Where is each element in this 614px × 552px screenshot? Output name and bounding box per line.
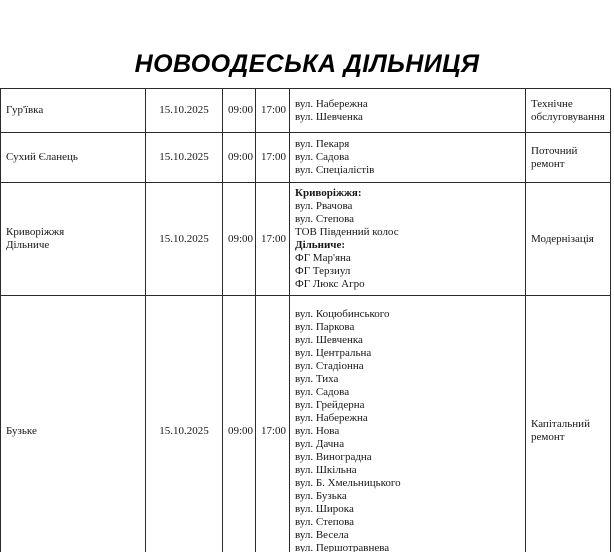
- settlement-line: Дільниче: [6, 239, 50, 251]
- address-line: вул. Коцюбинського: [295, 307, 390, 320]
- address-line: вул. Тиха: [295, 372, 339, 385]
- table-row: [1, 296, 611, 552]
- address-line: вул. Першотравнева: [295, 541, 390, 552]
- address-line: вул. Набережна: [295, 411, 368, 424]
- address-line: вул. Паркова: [295, 320, 355, 333]
- address-line: вул. Шевченка: [295, 110, 363, 123]
- settlement-line: Гур'ївка: [6, 104, 44, 116]
- address-group-heading: Криворіжжя:: [295, 187, 362, 199]
- address-line: ФГ Мар'яна: [295, 252, 351, 264]
- reason-line: обслуговування: [531, 110, 605, 123]
- address-line: вул. Садова: [295, 151, 350, 163]
- address-line: вул. Степова: [295, 213, 355, 225]
- cell-addresses: [290, 296, 526, 552]
- cell-settlement: [1, 89, 146, 133]
- outage-schedule-table: [0, 88, 611, 552]
- address-line: вул. Дачна: [295, 437, 345, 450]
- cell-date: 15.10.2025: [146, 89, 223, 133]
- address-line: вул. Виноградна: [295, 450, 372, 463]
- address-line: вул. Пекаря: [295, 138, 350, 150]
- address-line: вул. Широка: [295, 502, 354, 515]
- page-title: НОВООДЕСЬКА ДІЛЬНИЦЯ: [134, 50, 480, 78]
- cell-settlement: [1, 133, 146, 183]
- cell-date: 15.10.2025: [146, 183, 223, 296]
- cell-addresses: [290, 89, 526, 133]
- cell-settlement: [1, 183, 146, 296]
- cell-addresses: [290, 133, 526, 183]
- table-row: [1, 183, 611, 296]
- address-group-heading: Дільниче:: [295, 239, 346, 251]
- cell-time-from: 09:00: [223, 89, 256, 133]
- cell-date: 15.10.2025: [146, 296, 223, 552]
- address-line: ФГ Люкс Агро: [295, 278, 365, 290]
- settlement-line: Криворіжжя: [6, 226, 65, 238]
- schedule-table-body: [1, 89, 611, 552]
- cell-reason: [526, 183, 611, 296]
- cell-time-from: 09:00: [223, 133, 256, 183]
- reason-line: ремонт: [531, 157, 565, 170]
- address-line: вул. Шевченка: [295, 333, 363, 346]
- table-row: [1, 133, 611, 183]
- address-line: вул. Бузька: [295, 489, 347, 502]
- reason-line: Капітальний: [531, 418, 590, 430]
- settlement-line: Сухий Єланець: [6, 151, 78, 163]
- address-line: вул. Грейдерна: [295, 398, 365, 411]
- cell-time-to: 17:00: [256, 133, 290, 183]
- address-line: вул. Рвачова: [295, 200, 353, 212]
- cell-reason: [526, 296, 611, 552]
- table-row: [1, 89, 611, 133]
- cell-addresses: [290, 183, 526, 296]
- address-line: вул. Б. Хмельницького: [295, 476, 401, 489]
- reason-line: Технічне: [531, 97, 573, 110]
- reason-line: ремонт: [531, 431, 565, 443]
- cell-time-from: 09:00: [223, 183, 256, 296]
- address-line: вул. Спеціалістів: [295, 164, 375, 176]
- cell-reason: [526, 89, 611, 133]
- address-line: вул. Нова: [295, 424, 340, 437]
- cell-time-from: 09:00: [223, 296, 256, 552]
- cell-reason: [526, 133, 611, 183]
- reason-line: Поточний: [531, 144, 578, 157]
- address-line: вул. Шкільна: [295, 463, 357, 476]
- cell-settlement: [1, 296, 146, 552]
- cell-time-to: 17:00: [256, 296, 290, 552]
- address-line: ТОВ Південний колос: [295, 226, 399, 238]
- cell-time-to: 17:00: [256, 183, 290, 296]
- address-line: вул. Набережна: [295, 97, 368, 110]
- address-line: вул. Садова: [295, 385, 350, 398]
- cell-date: 15.10.2025: [146, 133, 223, 183]
- address-line: вул. Весела: [295, 528, 349, 541]
- address-line: вул. Центральна: [295, 346, 372, 359]
- cell-time-to: 17:00: [256, 89, 290, 133]
- address-line: вул. Степова: [295, 515, 355, 528]
- address-line: вул. Стадіонна: [295, 359, 364, 372]
- address-line: ФГ Терзиул: [295, 265, 351, 277]
- settlement-line: Бузьке: [6, 424, 37, 437]
- reason-line: Модернізація: [531, 232, 594, 245]
